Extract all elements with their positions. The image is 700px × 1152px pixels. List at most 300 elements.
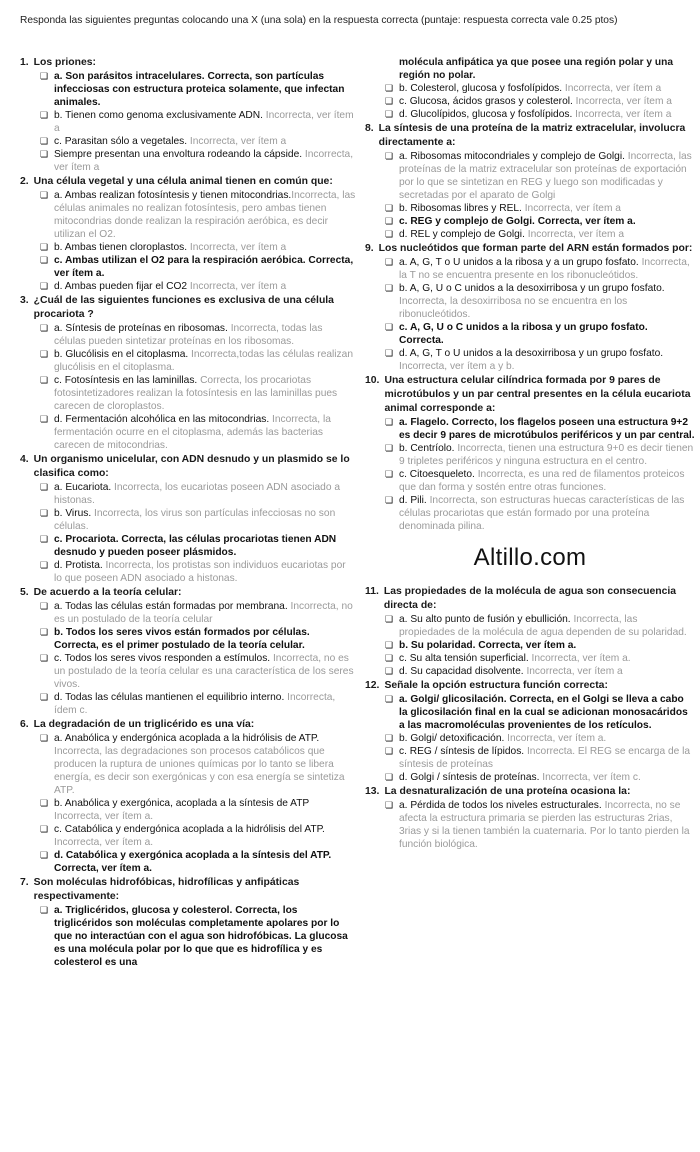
checkbox-bullet-icon[interactable]: ❏ <box>385 283 394 293</box>
options-list <box>365 82 695 121</box>
answer-option[interactable] <box>40 691 356 717</box>
checkbox-bullet-icon[interactable]: ❏ <box>40 349 49 359</box>
option-text: b. Tienen como genoma exclusivamente ADN. <box>54 110 266 121</box>
checkbox-bullet-icon[interactable]: ❏ <box>385 203 394 213</box>
checkbox-bullet-icon[interactable]: ❏ <box>40 850 49 860</box>
option-feedback: Correcto, los flagelos poseen una estructura 9+2 es decir 9 pares de microtúbulos periféricos y un par central. <box>399 417 695 441</box>
checkbox-bullet-icon[interactable]: ❏ <box>385 257 394 267</box>
option-feedback: Correcta. <box>399 335 444 346</box>
option-feedback: Incorrecta, ver ítem a <box>189 242 287 253</box>
option-feedback: Incorrecta, las degradaciones son procesos catabólicos que producen la ruptura de uniones químicas por lo tanto se libera energía, es decir son exergónicas y con esa energía se sintetiza ATP. <box>54 746 345 796</box>
answer-option[interactable] <box>385 745 695 771</box>
answer-option[interactable] <box>385 442 695 468</box>
checkbox-bullet-icon[interactable]: ❏ <box>385 322 394 332</box>
question-number: 8. <box>365 123 374 134</box>
option-feedback: Incorrecta, ver ítem a <box>575 109 672 120</box>
question-heading <box>20 453 356 481</box>
question-text: Los priones: <box>33 57 97 68</box>
checkbox-bullet-icon[interactable]: ❏ <box>385 694 394 704</box>
answer-option[interactable] <box>40 849 356 875</box>
option-feedback: Incorrecta, ver ítem a. <box>507 733 607 744</box>
checkbox-bullet-icon[interactable]: ❏ <box>385 216 394 226</box>
answer-option[interactable] <box>40 148 356 174</box>
checkbox-bullet-icon[interactable]: ❏ <box>385 109 394 119</box>
option-feedback: Incorrecta, ver ítem a. <box>531 653 631 664</box>
option-text: b. Ambas tienen cloroplastos. <box>54 242 190 253</box>
answer-option[interactable] <box>40 823 356 849</box>
option-text: d. Ambas pueden fijar el CO2 <box>54 281 190 292</box>
checkbox-bullet-icon[interactable]: ❏ <box>40 149 49 159</box>
option-feedback: Correcta, ver ítem a. <box>54 255 354 279</box>
question-text: Son moléculas hidrofóbicas, hidrofílicas y anfipáticas respectivamente: <box>33 877 300 902</box>
options-list <box>365 256 695 373</box>
checkbox-bullet-icon[interactable]: ❏ <box>40 242 49 252</box>
answer-option[interactable] <box>40 413 356 452</box>
checkbox-bullet-icon[interactable]: ❏ <box>385 469 394 479</box>
answer-option[interactable] <box>40 109 356 135</box>
answer-option[interactable] <box>385 202 695 215</box>
option-content <box>54 481 356 507</box>
checkbox-bullet-icon[interactable]: ❏ <box>385 495 394 505</box>
option-feedback: Incorrecta, ver ítem a <box>189 136 287 147</box>
question-8 <box>365 122 695 241</box>
options-list <box>20 481 356 585</box>
option-content <box>399 639 695 652</box>
option-content <box>54 652 356 691</box>
option-text: c. Fotosíntesis en las laminillas. <box>54 375 201 386</box>
option-feedback: Incorrecta, ver ítem a <box>526 666 623 677</box>
option-text: c. REG y complejo de Golgi. <box>399 216 538 227</box>
answer-option[interactable] <box>40 374 356 413</box>
option-text: d. Pili. <box>399 495 430 506</box>
answer-option[interactable] <box>40 626 356 652</box>
answer-option[interactable] <box>40 241 356 254</box>
question-text: Las propiedades de la molécula de agua son consecuencia directa de: <box>383 586 677 611</box>
answer-option[interactable] <box>385 693 695 732</box>
question-heading <box>365 122 695 150</box>
option-feedback: Incorrecta, ver ítem a <box>54 149 354 173</box>
checkbox-bullet-icon[interactable]: ❏ <box>40 798 49 808</box>
question-6 <box>20 718 356 875</box>
option-content <box>54 559 356 585</box>
option-text: b. Todos los seres vivos están formados por células. <box>54 627 310 638</box>
question-number: 9. <box>365 243 374 254</box>
answer-option[interactable] <box>385 494 695 533</box>
option-content <box>399 256 695 282</box>
option-feedback: Incorrecta, ver ítem a <box>189 281 287 292</box>
option-text: c. Ambas utilizan el O2 para la respiración aeróbica. <box>54 255 309 266</box>
answer-option[interactable] <box>40 348 356 374</box>
option-text: b. Colesterol, glucosa y fosfolípidos. <box>399 83 565 94</box>
option-content <box>54 732 356 797</box>
question-4 <box>20 453 356 585</box>
option-content <box>399 799 695 851</box>
option-feedback: Incorrecta, ver ítem a <box>524 203 621 214</box>
option-content <box>399 228 695 241</box>
answer-option[interactable] <box>40 254 356 280</box>
option-feedback: Incorrecta, las propiedades de la molécula de agua dependen de su polaridad. <box>399 614 687 638</box>
option-content <box>399 347 695 373</box>
instructions: Responda las siguientes preguntas colocando una X (una sola) en la respuesta correcta (puntaje: respuesta correcta vale 0.25 ptos) <box>20 15 618 26</box>
option-feedback: Incorrecta, ver ítem a y b. <box>399 361 515 372</box>
question-heading <box>20 175 356 189</box>
option-feedback: Correcta, son partículas infecciosas con estructura proteica solamente, que infectan animales. <box>54 71 345 108</box>
option-content <box>399 468 695 494</box>
option-text: a. Su alto punto de fusión y ebullición. <box>399 614 574 625</box>
option-text: a. A, G, T o U unidos a la ribosa y a un grupo fosfato. <box>399 257 642 268</box>
option-content <box>399 693 695 732</box>
options-list <box>20 189 356 293</box>
option-feedback: Incorrecta, las células animales no realizan fotosíntesis, pero ambas tienen mitocondrias donde realizan la respiración aeróbica, es decir utilizan el O2. <box>54 190 356 240</box>
option-text: d. A, G, T o U unidos a la desoxirribosa y un grupo fosfato. <box>399 348 664 359</box>
question-text: La degradación de un triglicérido es una vía: <box>33 719 255 730</box>
option-feedback: Incorrecta, ver ítem a. <box>54 837 154 848</box>
question-5 <box>20 586 356 717</box>
question-number: 6. <box>20 719 29 730</box>
option-content <box>54 70 356 109</box>
answer-option[interactable] <box>385 639 695 652</box>
answer-option[interactable] <box>40 732 356 797</box>
answer-option[interactable] <box>40 70 356 109</box>
option-text: a. Anabólica y endergónica acoplada a la hidrólisis de ATP. <box>54 733 320 744</box>
answer-option[interactable] <box>385 215 695 228</box>
option-content <box>399 665 695 678</box>
option-text: b. A, G, U o C unidos a la desoxirribosa y un grupo fosfato. <box>399 283 665 294</box>
option-text: a. Ambas realizan fotosíntesis y tienen mitocondrias. <box>54 190 292 201</box>
option-content <box>54 849 356 875</box>
option-feedback: Incorrecta, no es un postulado de la teoría celular es una característica de los seres vivos. <box>54 653 354 690</box>
option-feedback: Incorrecta, todas las células pueden sintetizar proteínas en los ribosomas. <box>54 323 323 347</box>
checkbox-bullet-icon[interactable]: ❏ <box>385 800 394 810</box>
checkbox-bullet-icon[interactable]: ❏ <box>40 508 49 518</box>
question-7 <box>20 876 356 969</box>
answer-option[interactable] <box>385 282 695 321</box>
question-number: 7. <box>20 877 29 888</box>
question-text: Los nucleótidos que forman parte del ARN están formados por: <box>378 243 693 254</box>
question-number: 13. <box>365 786 380 797</box>
checkbox-bullet-icon[interactable]: ❏ <box>385 417 394 427</box>
option-content <box>54 600 356 626</box>
options-list <box>20 70 356 174</box>
option-feedback: Incorrecta, la T no se encuentra presente en los ribonucleótidos. <box>399 257 690 281</box>
option-content <box>399 282 695 321</box>
option-feedback: Incorrecta, ídem c. <box>54 692 336 716</box>
checkbox-bullet-icon[interactable]: ❏ <box>40 692 49 702</box>
checkbox-bullet-icon[interactable]: ❏ <box>40 281 49 291</box>
question-text: La desnaturalización de una proteína ocasiona la: <box>384 786 631 797</box>
option-text: b. Su polaridad. <box>399 640 479 651</box>
option-text: b. Virus. <box>54 508 95 519</box>
option-text: d. Golgi / síntesis de proteínas. <box>399 772 543 783</box>
option-feedback: Incorrecta, no es un postulado de la teoría celular <box>54 601 353 625</box>
option-content <box>54 241 356 254</box>
checkbox-bullet-icon[interactable]: ❏ <box>40 110 49 120</box>
option-text: c. Glucosa, ácidos grasos y colesterol. <box>399 96 576 107</box>
option-feedback: Incorrecta, no se afecta la estructura primaria se pierden las estructuras 2rias, 3rias y si la tienen también la cuaternaria. Por lo tanto pierden la función biológica. <box>399 800 690 850</box>
option-feedback: Incorrecta, los virus son partículas infecciosas no son células. <box>54 508 336 532</box>
option-content <box>399 150 695 202</box>
option-text: b. Centríolo. <box>399 443 458 454</box>
option-feedback: Incorrecta, los protistas son individuos eucariotas por lo que poseen ADN asociado a histonas. <box>54 560 346 584</box>
answer-option[interactable] <box>40 652 356 691</box>
question-13 <box>365 785 695 851</box>
question-continued <box>365 82 695 121</box>
checkbox-bullet-icon[interactable]: ❏ <box>40 323 49 333</box>
option-feedback: Correcta, en el Golgi se lleva a cabo la glicosilación final en la cual se adicionan monosacáridos a las macromoléculas provenientes de los retículos. <box>399 694 688 731</box>
option-feedback: Incorrecta,todas las células realizan glucólisis en el citoplasma. <box>54 349 353 373</box>
answer-option[interactable] <box>385 228 695 241</box>
option-content <box>399 494 695 533</box>
question-heading <box>365 585 695 613</box>
option-text: a. Triglicéridos, glucosa y colesterol. <box>54 905 236 916</box>
question-9 <box>365 242 695 373</box>
question-number: 11. <box>365 586 379 597</box>
checkbox-bullet-icon[interactable]: ❏ <box>385 666 394 676</box>
options-list <box>365 693 695 784</box>
option-feedback: Incorrecta, ver ítem c. <box>542 772 641 783</box>
option-feedback: Incorrecta, ver ítem a <box>54 110 354 134</box>
answer-option[interactable] <box>385 665 695 678</box>
option-feedback: Correcta, ver ítem a. <box>478 640 577 651</box>
option-feedback: Correcta, las células procariotas tienen ADN desnudo y pueden poseer plásmidos. <box>54 534 337 558</box>
option-content <box>399 108 695 121</box>
question-heading <box>365 374 695 416</box>
option-text: Siempre presentan una envoltura rodeando la cápside. <box>54 149 305 160</box>
checkbox-bullet-icon[interactable]: ❏ <box>40 627 49 637</box>
option-text: d. Catabólica y exergónica acoplada a la síntesis del ATP. <box>54 850 332 861</box>
option-text: d. REL y complejo de Golgi. <box>399 229 528 240</box>
option-feedback: Correcta, los triglicéridos son moléculas completamente apolares por lo que no interactúan con el agua son hidrofóbicas. La glucosa es una molécula polar por lo que que es hidrofílica y es colesterol es una <box>54 905 348 968</box>
question-3 <box>20 294 356 452</box>
answer-option[interactable] <box>40 533 356 559</box>
option-text: c. Parasitan sólo a vegetales. <box>54 136 190 147</box>
option-text: b. Ribosomas libres y REL. <box>399 203 525 214</box>
option-content <box>54 348 356 374</box>
options-list <box>365 613 695 678</box>
checkbox-bullet-icon[interactable]: ❏ <box>385 614 394 624</box>
question-12 <box>365 679 695 784</box>
option-content <box>399 771 695 784</box>
question-number: 2. <box>20 176 29 187</box>
option-feedback: Incorrecta, la desoxirribosa no se encuentra en los ribonucleótidos. <box>399 296 628 320</box>
question-11 <box>365 585 695 678</box>
watermark-logo: Altillo.com <box>473 544 587 571</box>
options-list <box>365 150 695 241</box>
checkbox-bullet-icon[interactable]: ❏ <box>385 746 394 756</box>
option-feedback: Correcta, ver ítem a. <box>537 216 636 227</box>
checkbox-bullet-icon[interactable]: ❏ <box>385 653 394 663</box>
option-content <box>54 823 356 849</box>
answer-option[interactable] <box>385 416 695 442</box>
checkbox-bullet-icon[interactable]: ❏ <box>40 375 49 385</box>
checkbox-bullet-icon[interactable]: ❏ <box>40 190 49 200</box>
question-heading <box>20 56 356 70</box>
option-content <box>54 189 356 241</box>
checkbox-bullet-icon[interactable]: ❏ <box>40 653 49 663</box>
answer-option[interactable] <box>385 82 695 95</box>
answer-option[interactable] <box>40 904 356 969</box>
option-content <box>54 626 356 652</box>
checkbox-bullet-icon[interactable]: ❏ <box>40 560 49 570</box>
question-number: 5. <box>20 587 29 598</box>
question-2 <box>20 175 356 293</box>
checkbox-bullet-icon[interactable]: ❏ <box>40 482 49 492</box>
answer-option[interactable] <box>385 613 695 639</box>
question-number: 3. <box>20 295 29 306</box>
option-feedback: Incorrecta, ver ítem a. <box>54 811 154 822</box>
options-list <box>20 322 356 452</box>
option-content <box>399 652 695 665</box>
option-feedback: Correcta, es el primer postulado de la teoría celular. <box>54 640 305 651</box>
option-text: d. Protista. <box>54 560 106 571</box>
option-feedback: Incorrecta, la fermentación ocurre en el citoplasma, además las bacterias carecen de mitocondrias. <box>54 414 331 451</box>
options-list <box>20 732 356 875</box>
option-content <box>399 202 695 215</box>
checkbox-bullet-icon[interactable]: ❏ <box>40 71 49 81</box>
question-number: 12. <box>365 680 380 691</box>
checkbox-bullet-icon[interactable]: ❏ <box>385 443 394 453</box>
option-content <box>54 109 356 135</box>
question-text: La síntesis de una proteína de la matriz extracelular, involucra directamente a: <box>378 123 686 148</box>
answer-option[interactable] <box>385 771 695 784</box>
option-text: a. Ribosomas mitocondriales y complejo de Golgi. <box>399 151 628 162</box>
option-text: a. Flagelo. <box>399 417 452 428</box>
option-content <box>54 507 356 533</box>
answer-option[interactable] <box>385 799 695 851</box>
checkbox-bullet-icon[interactable]: ❏ <box>40 824 49 834</box>
answer-option[interactable] <box>40 135 356 148</box>
option-content <box>399 442 695 468</box>
answer-option[interactable] <box>385 652 695 665</box>
checkbox-bullet-icon[interactable]: ❏ <box>40 414 49 424</box>
option-content <box>54 691 356 717</box>
option-feedback: Incorrecta, ver ítem a <box>527 229 624 240</box>
answer-option[interactable] <box>385 347 695 373</box>
answer-option[interactable] <box>40 481 356 507</box>
answer-option[interactable] <box>40 600 356 626</box>
question-text: Una estructura celular cilíndrica formada por 9 pares de microtúbulos y un par central presentes en la célula eucariota animal corresponde a: <box>384 375 691 414</box>
question-text: De acuerdo a la teoría celular: <box>33 587 182 598</box>
option-content <box>54 254 356 280</box>
option-text: c. REG / síntesis de lípidos. <box>399 746 527 757</box>
checkbox-bullet-icon[interactable]: ❏ <box>385 772 394 782</box>
checkbox-bullet-icon[interactable]: ❏ <box>385 151 394 161</box>
option-feedback: Incorrecta, es una red de filamentos proteicos que dan forma y sostén entre otras funciones. <box>399 469 685 493</box>
question-number: 10. <box>365 375 380 386</box>
option-content <box>399 95 695 108</box>
option-content <box>54 148 356 174</box>
option-content <box>54 797 356 823</box>
option-content <box>399 82 695 95</box>
question-10 <box>365 374 695 533</box>
checkbox-bullet-icon[interactable]: ❏ <box>385 96 394 106</box>
option-content <box>54 413 356 452</box>
option-content <box>399 613 695 639</box>
question-heading <box>20 876 356 904</box>
checkbox-bullet-icon[interactable]: ❏ <box>40 601 49 611</box>
checkbox-bullet-icon[interactable]: ❏ <box>40 255 49 265</box>
option-content <box>399 732 695 745</box>
option-text: c. Su alta tensión superficial. <box>399 653 532 664</box>
answer-option[interactable] <box>385 256 695 282</box>
option-text: d. Su capacidad disolvente. <box>399 666 527 677</box>
option-text: b. Anabólica y exergónica, acoplada a la síntesis de ATP <box>54 798 310 809</box>
option-feedback: Incorrecta, tienen una estructura 9+0 es decir tienen 9 tripletes periféricos y ninguna estructura en el centro. <box>399 443 694 467</box>
option-content <box>399 745 695 771</box>
option-text: c. Citoesqueleto. <box>399 469 478 480</box>
question-heading <box>20 294 356 322</box>
question-text: Un organismo unicelular, con ADN desnudo y un plasmido se lo clasifica como: <box>33 454 350 479</box>
answer-option[interactable] <box>40 559 356 585</box>
answer-option[interactable] <box>40 189 356 241</box>
question-heading <box>365 242 695 256</box>
option-content <box>54 533 356 559</box>
answer-option[interactable] <box>385 321 695 347</box>
checkbox-bullet-icon[interactable]: ❏ <box>385 640 394 650</box>
answer-option[interactable] <box>40 507 356 533</box>
option-text: b. Golgi/ detoxificación. <box>399 733 508 744</box>
option-content <box>54 904 356 969</box>
checkbox-bullet-icon[interactable]: ❏ <box>385 229 394 239</box>
option-text: d. Fermentación alcohólica en las mitocondrias. <box>54 414 273 425</box>
option-feedback: Incorrecta, las proteínas de la matriz extracelular son proteínas de exportación por lo que se sintetizan en REG y luego son modificadas y secretadas por el aparato de Golgi <box>399 151 692 201</box>
option-content <box>54 322 356 348</box>
question-text: Una célula vegetal y una célula animal tienen en común que: <box>33 176 333 187</box>
checkbox-bullet-icon[interactable]: ❏ <box>385 83 394 93</box>
option-feedback: Incorrecta, son estructuras huecas características de las células procariotas que están formado por una proteína denominada pilina. <box>399 495 685 532</box>
answer-option[interactable] <box>385 95 695 108</box>
option-text: d. Glucolípidos, glucosa y fosfolípidos. <box>399 109 576 120</box>
option-text: b. Glucólisis en el citoplasma. <box>54 349 192 360</box>
question-heading <box>365 785 695 799</box>
answer-option[interactable] <box>40 280 356 293</box>
option-text: d. Todas las células mantienen el equilibrio interno. <box>54 692 288 703</box>
options-list <box>20 904 356 969</box>
checkbox-bullet-icon[interactable]: ❏ <box>40 733 49 743</box>
question-heading <box>365 679 695 693</box>
option-feedback: Incorrecta. El REG se encarga de la síntesis de proteínas <box>399 746 691 770</box>
checkbox-bullet-icon[interactable]: ❏ <box>385 733 394 743</box>
option-text: a. Son parásitos intracelulares. <box>54 71 208 82</box>
checkbox-bullet-icon[interactable]: ❏ <box>385 348 394 358</box>
options-list <box>365 416 695 533</box>
checkbox-bullet-icon[interactable]: ❏ <box>40 905 49 915</box>
left-column <box>20 56 356 970</box>
option-content <box>54 135 356 148</box>
options-list <box>365 799 695 851</box>
question-heading <box>20 718 356 732</box>
option-content <box>54 374 356 413</box>
answer-option[interactable] <box>385 732 695 745</box>
answer-option[interactable] <box>385 108 695 121</box>
checkbox-bullet-icon[interactable]: ❏ <box>40 136 49 146</box>
question-1 <box>20 56 356 174</box>
option-text: c. Catabólica y endergónica acoplada a la hidrólisis del ATP. <box>54 824 325 835</box>
option-text: a. Golgi/ glicosilación. <box>399 694 510 705</box>
option-text: a. Síntesis de proteínas en ribosomas. <box>54 323 231 334</box>
option-feedback: Incorrecta, ver ítem a <box>564 83 662 94</box>
question-number: 4. <box>20 454 29 465</box>
question-number: 1. <box>20 57 29 68</box>
answer-option[interactable] <box>40 797 356 823</box>
option-text: a. Pérdida de todos los niveles estructurales. <box>399 800 605 811</box>
option-text: a. Eucariota. <box>54 482 115 493</box>
answer-option[interactable] <box>385 150 695 202</box>
checkbox-bullet-icon[interactable]: ❏ <box>40 534 49 544</box>
option-text: c. Procariota. <box>54 534 122 545</box>
answer-option[interactable] <box>40 322 356 348</box>
answer-option[interactable] <box>385 468 695 494</box>
